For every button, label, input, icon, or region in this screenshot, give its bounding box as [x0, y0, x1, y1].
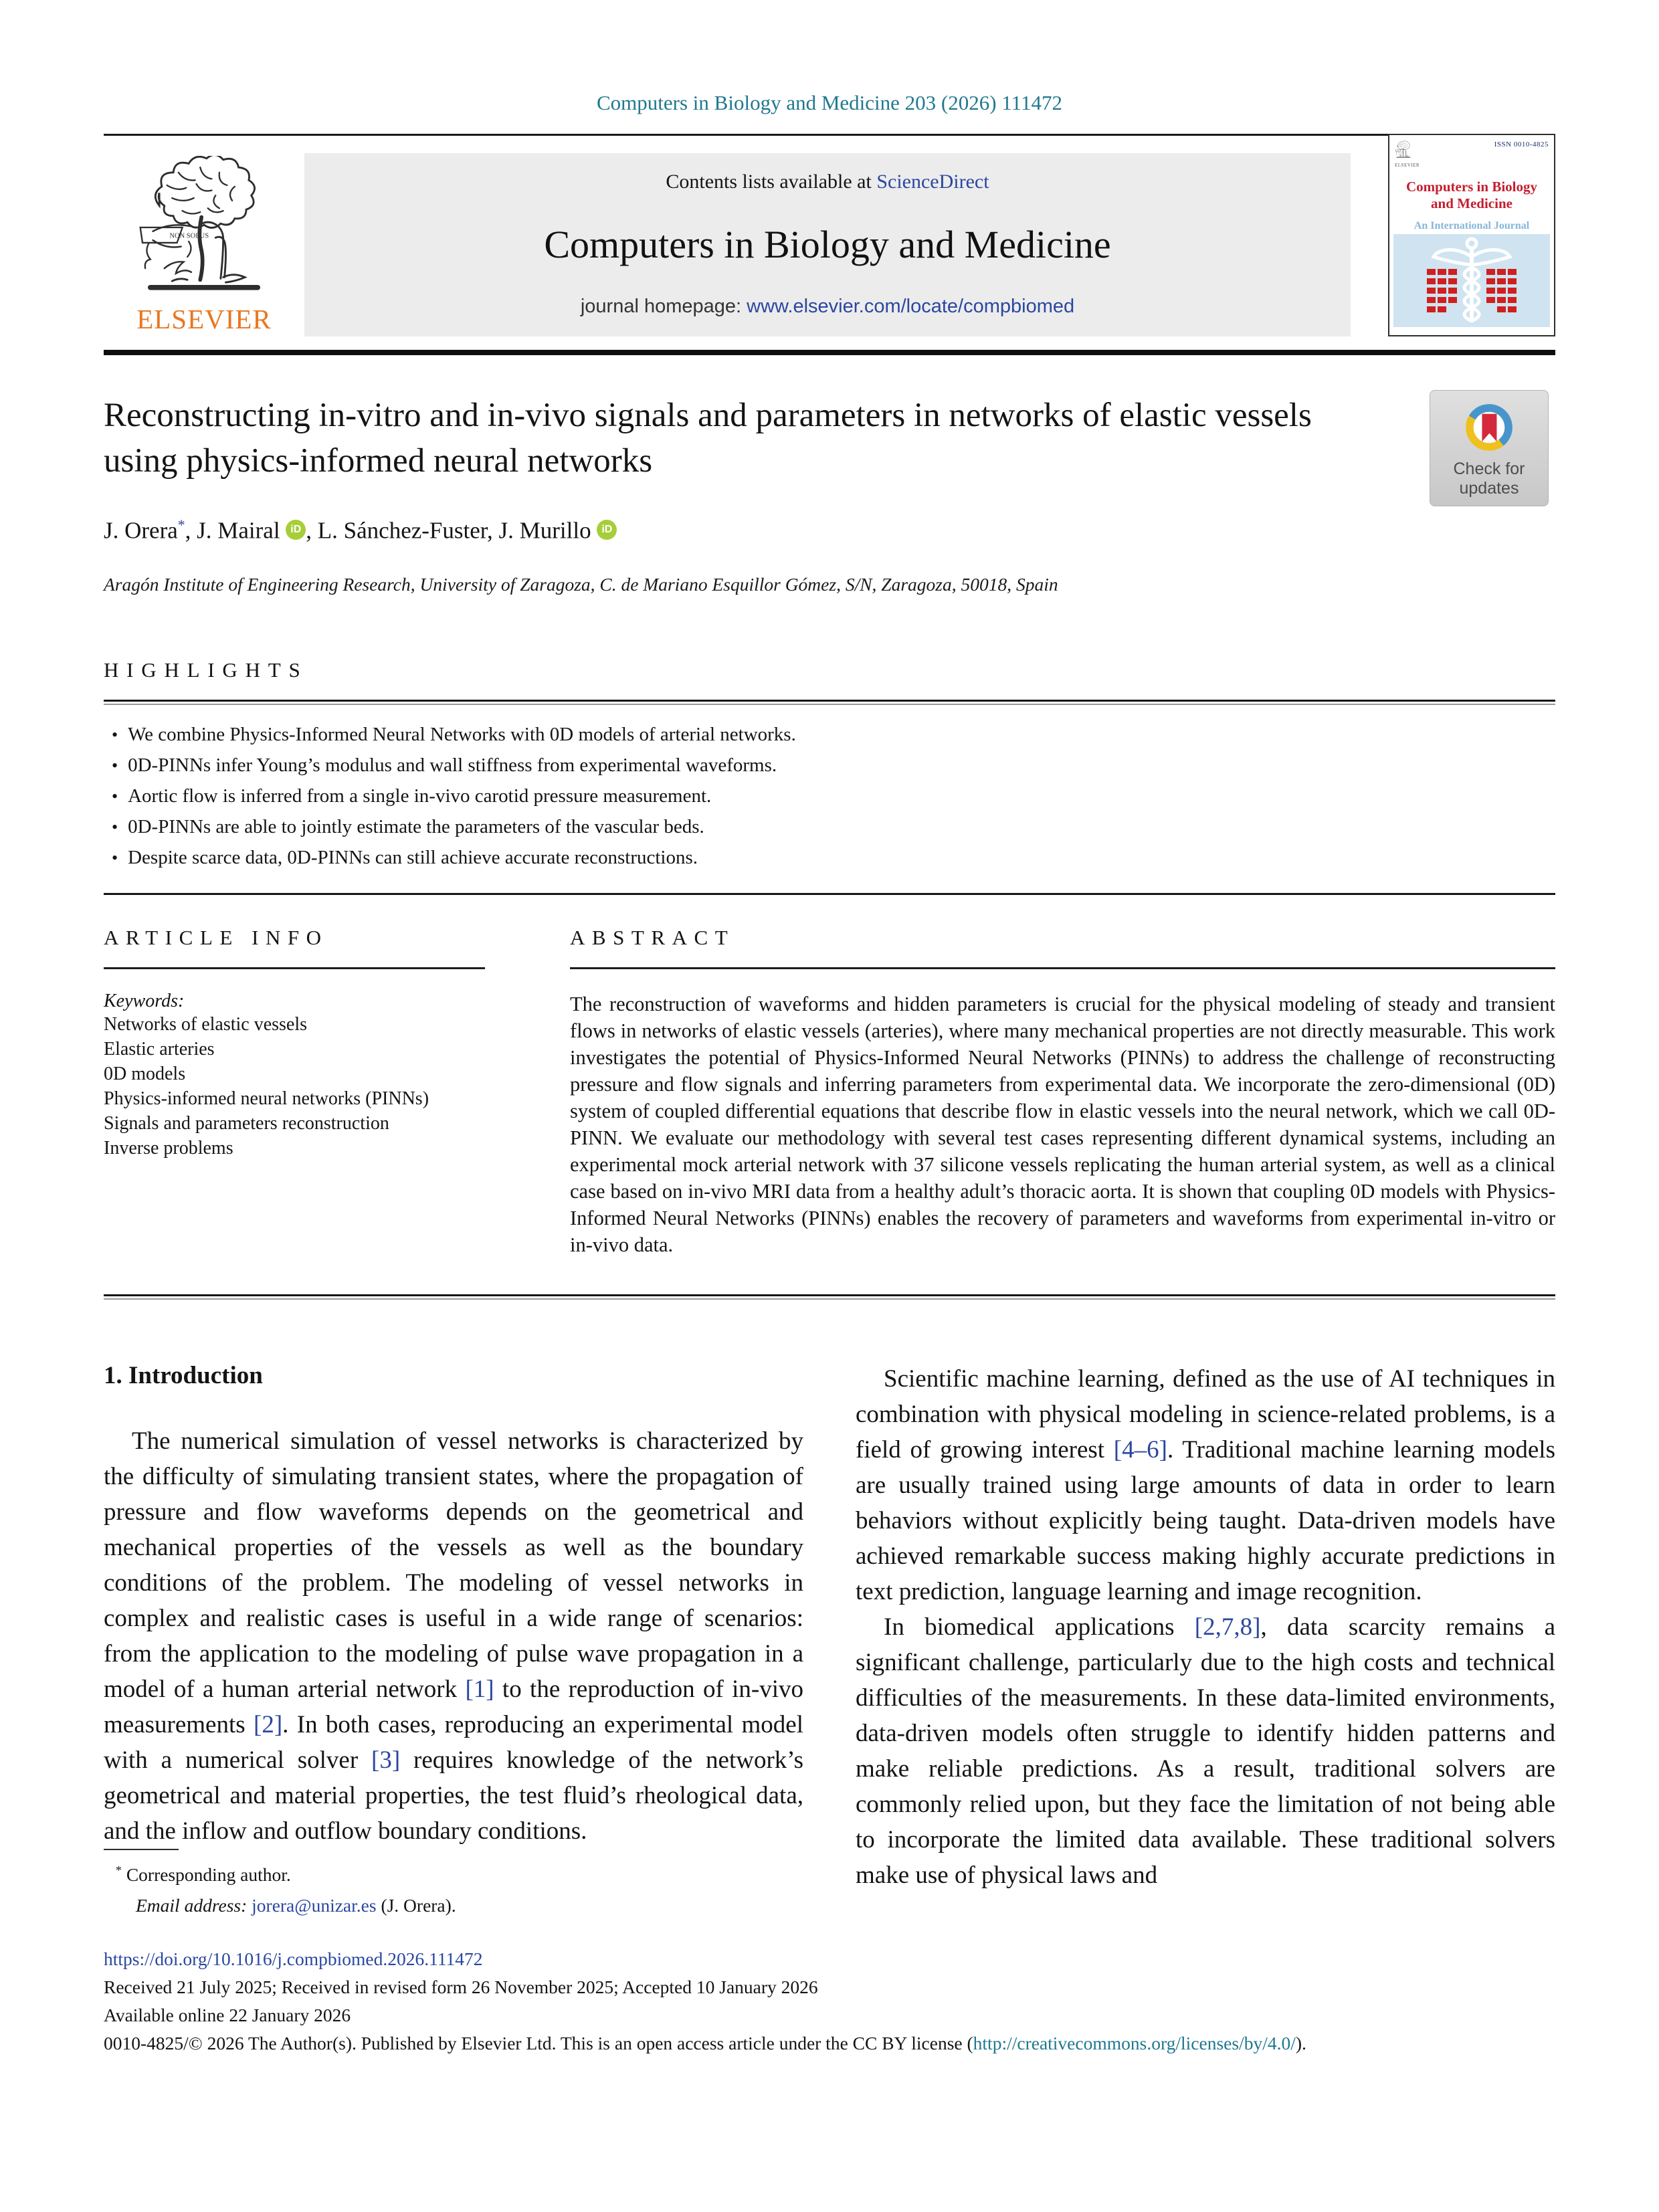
cover-issn: ISSN 0010-4825 — [1494, 140, 1549, 148]
intro-right-column — [856, 1361, 1555, 1893]
cover-elsevier-mark: ELSEVIER — [1395, 140, 1420, 168]
journal-title: Computers in Biology and Medicine — [544, 223, 1111, 266]
copyright-line: 0010-4825/© 2026 The Author(s). Published by Elsevier Ltd. This is an open access article under the CC BY license (http://creativecommons.org/licenses/by/4.0/). — [104, 2033, 1306, 2054]
introduction-heading: 1. Introduction — [104, 1361, 263, 1389]
highlights-list — [104, 724, 1555, 869]
keyword: Signals and parameters reconstruction — [104, 1112, 389, 1134]
authors-line: J. Orera*, J. Mairal iD , L. Sánchez-Fuster, J. Murillo iD — [104, 517, 1555, 544]
abstract-rule — [570, 967, 1555, 969]
affiliation: Aragón Institute of Engineering Research, University of Zaragoza, C. de Mariano Esquillor Gómez, S/N, Zaragoza, 50018, Spain — [104, 573, 1058, 595]
inline-link[interactable]: https://doi.org/10.1016/j.compbiomed.2026.111472 — [104, 1948, 483, 1970]
homepage-line: journal homepage: www.elsevier.com/locate/compbiomed — [580, 296, 1075, 317]
article-info-rule — [104, 967, 485, 969]
abstract-bottom-rule — [104, 1294, 1555, 1300]
abstract-heading: ABSTRACT — [570, 925, 735, 949]
elsevier-tree-logo — [132, 156, 276, 299]
highlights-rule — [104, 700, 1555, 705]
abstract-text: The reconstruction of waveforms and hidden parameters is crucial for the physical modeling of steady and transient flows in networks of elastic vessels (arteries), where many mechanical properties are not directly measurable. This work investigates the potential of Physics-Informed Neural Networks (PINNs) to address the challenge of reconstructing pressure and flow signals and inferring parameters from experimental data. We incorporate the zero-dimensional (0D) system of coupled differential equations that describe flow in elastic vessels into the neural network, which we call 0D-PINN. We evaluate our methodology with several test cases representing different dynamical systems, including an experimental mock arterial network with 37 silicone vessels replicating the human arterial system, as well as a clinical case based on in-vivo MRI data from a healthy adult’s thoracic aorta. It is shown that coupling 0D models with Physics-Informed Neural Networks (PINNs) enables the recovery of parameters and waveforms from experimental in-vitro or in-vivo data. — [570, 992, 1555, 1256]
inline-link[interactable]: jorera@unizar.es — [252, 1895, 377, 1916]
check-badge-label: Check for updates — [1453, 460, 1525, 498]
citation-ref[interactable]: [1] — [465, 1675, 494, 1703]
keyword: 0D models — [104, 1063, 186, 1084]
highlight-item: • We combine Physics-Informed Neural Networks with 0D models of arterial networks. — [104, 724, 1555, 746]
citation-ref[interactable]: [3] — [371, 1746, 401, 1774]
abstract-column — [570, 926, 1555, 1258]
highlight-item: • 0D-PINNs are able to jointly estimate the parameters of the vascular beds. — [104, 816, 1555, 838]
citation-ref[interactable]: [2] — [254, 1710, 283, 1738]
cover-artwork — [1393, 234, 1550, 327]
journal-cover-thumbnail[interactable] — [1388, 134, 1555, 336]
journal-header — [104, 140, 1555, 336]
inline-link[interactable]: www.elsevier.com/locate/compbiomed — [747, 296, 1075, 317]
crossmark-icon — [1460, 398, 1519, 457]
caduceus-graphic — [1415, 234, 1529, 328]
journal-reference: Computers in Biology and Medicine 203 (2026) 111472 — [597, 91, 1062, 114]
inline-link[interactable]: http://creativecommons.org/licenses/by/4.0/ — [973, 2033, 1296, 2054]
header-top-rule — [104, 134, 1555, 136]
intro-paragraph: Scientific machine learning, defined as the use of AI techniques in combination with physical modeling in science-related problems, is a field of growing interest [4–6]. Traditional machine learning models are usually trained using large amounts of data in order to learn behaviors without explicitly being taught. Data-driven models have achieved remarkable success making highly accurate predictions in text prediction, language learning and image recognition. — [856, 1365, 1555, 1605]
keywords-label: Keywords: — [104, 990, 185, 1011]
article-info-column — [104, 926, 485, 1258]
check-for-updates-badge[interactable] — [1430, 390, 1549, 506]
intro-paragraph: The numerical simulation of vessel networks is characterized by the difficulty of simulating transient states, where the propagation of pressure and flow waveforms depends on the geometrical and mechanical properties of the vessels as well as the boundary conditions of the problem. The modeling of vessel networks in complex and realistic cases is useful in a wide range of scenarios: from the application to the modeling of pulse wave propagation in a model of a human arterial network [1] to the reproduction of in-vivo measurements [2]. In both cases, reproducing an experimental model with a numerical solver [3] requires knowledge of the network’s geometrical and material properties, the test fluid’s rheological data, and the inflow and outflow boundary conditions. — [104, 1427, 804, 1845]
citation-ref[interactable]: [4–6] — [1113, 1435, 1167, 1464]
orcid-icon[interactable]: iD — [597, 520, 617, 540]
inline-link[interactable]: ScienceDirect — [876, 171, 989, 193]
received-line: Received 21 July 2025; Received in revised form 26 November 2025; Accepted 10 January 2026 — [104, 1977, 818, 1998]
section-divider-rule — [104, 893, 1555, 895]
corresponding-author-note: * Corresponding author. — [116, 1864, 291, 1886]
journal-banner — [304, 153, 1351, 336]
keyword: Elastic arteries — [104, 1038, 215, 1060]
highlight-item: • Despite scarce data, 0D-PINNs can still achieve accurate reconstructions. — [104, 847, 1555, 869]
orcid-icon[interactable]: iD — [286, 520, 306, 540]
highlight-item: • 0D-PINNs infer Young’s modulus and wall stiffness from experimental waveforms. — [104, 755, 1555, 777]
intro-paragraph: In biomedical applications [2,7,8], data scarcity remains a significant challenge, particularly due to the high costs and technical difficulties of the measurements. In these data-limited environments, data-driven models often struggle to identify hidden patterns and make reliable predictions. As a result, traditional solvers are commonly relied upon, but they face the limitation of not being able to incorporate the limited data available. These traditional solvers make use of physical laws and — [856, 1613, 1555, 1889]
cover-subtitle: An International Journal — [1413, 220, 1530, 231]
doi-link-line — [104, 1946, 1555, 1973]
introduction-section — [104, 1361, 1555, 1893]
article-info-heading: ARTICLE INFO — [104, 925, 328, 949]
keyword: Networks of elastic vessels — [104, 1013, 308, 1035]
highlight-item: • Aortic flow is inferred from a single in-vivo carotid pressure measurement. — [104, 785, 1555, 807]
available-online-line: Available online 22 January 2026 — [104, 2005, 351, 2026]
footnote-rule — [104, 1849, 179, 1850]
highlights-heading: HIGHLIGHTS — [104, 658, 308, 682]
keyword: Inverse problems — [104, 1137, 233, 1159]
cover-title: Computers in Biology and Medicine — [1405, 179, 1537, 211]
contents-line: Contents lists available at ScienceDirect — [666, 171, 989, 193]
email-line: Email address: jorera@unizar.es (J. Orera). — [136, 1895, 456, 1916]
page-footer — [104, 1849, 1555, 2057]
publisher-logo-block[interactable] — [104, 153, 304, 336]
article-title: Reconstructing in-vitro and in-vivo signals and parameters in networks of elastic vessels using physics-informed neural networks — [104, 397, 1312, 480]
intro-left-column — [104, 1361, 803, 1893]
publisher-wordmark: ELSEVIER — [136, 304, 272, 334]
header-bottom-rule — [104, 350, 1555, 355]
logo-banner-text: NON SOLUS — [169, 232, 209, 240]
keyword: Physics-informed neural networks (PINNs) — [104, 1088, 429, 1109]
citation-ref[interactable]: [2,7,8] — [1194, 1613, 1261, 1641]
